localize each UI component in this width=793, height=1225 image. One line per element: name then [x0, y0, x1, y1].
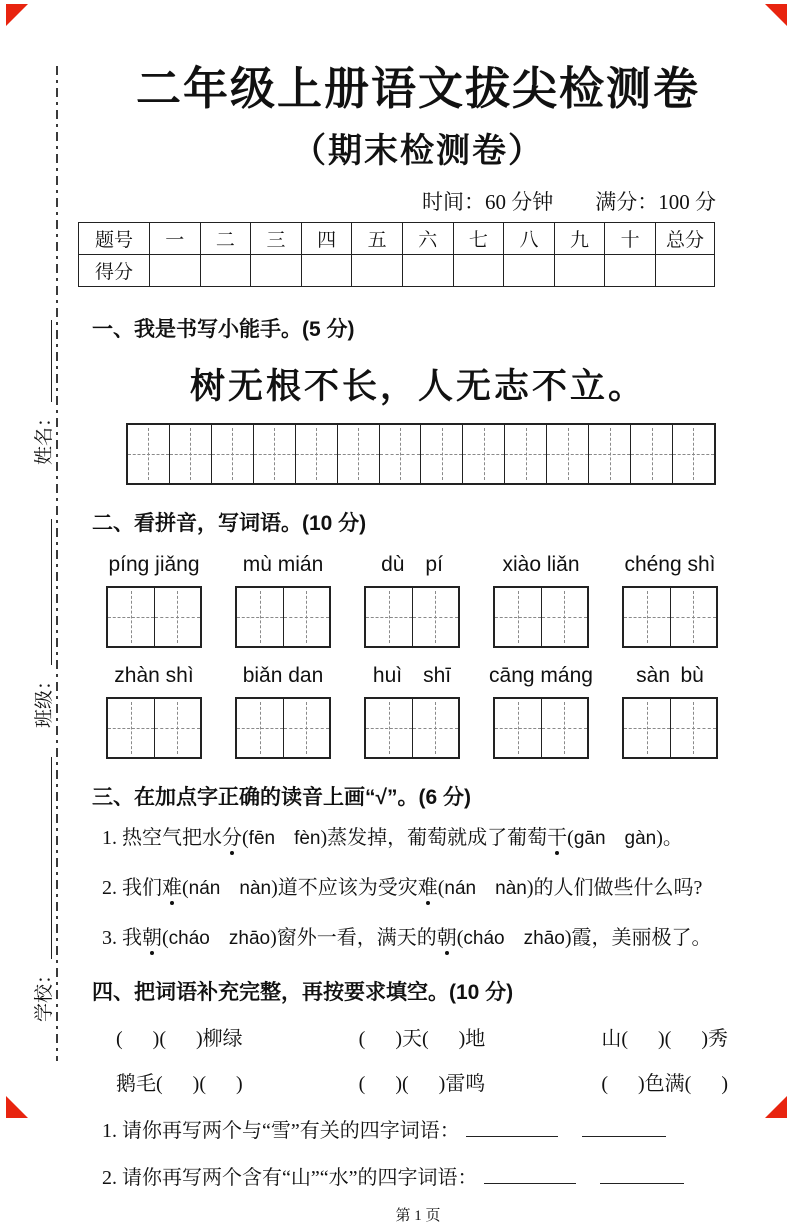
- fill-line-2: [92, 1161, 744, 1190]
- question-item: 3. 我朝(cháo zhāo)窗外一看，满天的朝(cháo zhāo)霞，美丽极了。: [102, 927, 712, 949]
- write-cell: [495, 588, 542, 646]
- score-empty-cell: [352, 255, 403, 287]
- class-blank-line: [32, 519, 52, 665]
- corner-mark-top-left: [6, 4, 28, 26]
- section3-heading: 三、在加点字正确的读音上画“√”。(6 分): [92, 786, 472, 809]
- pinyin-label: dù pí: [381, 553, 443, 576]
- pinyin-word-group: [106, 664, 202, 759]
- emphasized-char: 难: [162, 877, 182, 899]
- pinyin-label: biǎn dan: [242, 664, 324, 687]
- score-table-col-header: 一: [150, 223, 201, 255]
- corner-mark-bottom-left: [6, 1096, 28, 1118]
- pinyin-row-1: [92, 553, 718, 648]
- pinyin-label: sàn bù: [636, 664, 704, 687]
- pinyin-word-group: [364, 553, 460, 648]
- pinyin-label: píng jiǎng: [108, 553, 200, 576]
- pinyin-word-group: [493, 553, 589, 648]
- word-write-grid: [622, 586, 718, 648]
- score-header-row: [79, 223, 715, 255]
- pinyin-word-group: [235, 664, 331, 759]
- score-table-col-header: 四: [301, 223, 352, 255]
- phrase-row-2: [92, 1067, 728, 1096]
- write-cell: [366, 588, 413, 646]
- score-empty-cell: [301, 255, 352, 287]
- word-write-grid: [622, 697, 718, 759]
- write-cell: [284, 588, 330, 646]
- phrase-row-1: [92, 1022, 728, 1051]
- answer-blank: [466, 1116, 558, 1137]
- score-empty-cell: [402, 255, 453, 287]
- fill-prompt-1: 1. 请你再写两个与“雪”有关的四字词语：: [102, 1120, 460, 1142]
- write-cell: [505, 425, 547, 483]
- write-cell: [366, 699, 413, 757]
- student-school-field: [27, 750, 57, 1022]
- write-cell: [673, 425, 714, 483]
- word-write-grid: [493, 697, 589, 759]
- word-write-grid: [364, 697, 460, 759]
- write-cell: [671, 699, 717, 757]
- write-cell: [495, 699, 542, 757]
- pinyin-word-group: [106, 553, 202, 648]
- score-table-col-header: 三: [251, 223, 302, 255]
- word-write-grid: [364, 586, 460, 648]
- phrase-blank-item: ( )色满( ): [601, 1073, 728, 1095]
- score-table-col-header: 十: [605, 223, 656, 255]
- write-cell: [254, 425, 296, 483]
- write-cell: [212, 425, 254, 483]
- copy-sentence: 树无根不长，人无志不立。: [189, 367, 646, 406]
- pinyin-options: nán nàn: [188, 878, 272, 899]
- word-write-grid: [493, 586, 589, 648]
- write-cell: [547, 425, 589, 483]
- score-table-col-header: 八: [504, 223, 555, 255]
- paper-subtitle: （期末检测卷）: [292, 133, 544, 170]
- pinyin-label: huì shī: [372, 664, 452, 687]
- write-cell: [296, 425, 338, 483]
- write-cell: [128, 425, 170, 483]
- write-cell: [380, 425, 422, 483]
- write-cell: [413, 588, 459, 646]
- class-label: 班级：: [33, 670, 55, 728]
- score-empty-cell: [504, 255, 555, 287]
- pinyin-options: cháo zhāo: [168, 928, 271, 949]
- pinyin-label: xiào liǎn: [502, 553, 580, 576]
- score-empty-cell: [656, 255, 715, 287]
- pinyin-word-group: [364, 664, 460, 759]
- write-cell: [338, 425, 380, 483]
- score-table-corner-label: 题号: [79, 223, 150, 255]
- write-cell: [463, 425, 505, 483]
- pinyin-word-group: [235, 553, 331, 648]
- write-cell: [542, 699, 588, 757]
- pinyin-options: cháo zhāo: [463, 928, 565, 949]
- write-cell: [624, 699, 671, 757]
- emphasized-char: 分: [222, 827, 242, 849]
- write-cell: [170, 425, 212, 483]
- word-write-grid: [106, 586, 202, 648]
- phrase-blank-item: ( )( )雷鸣: [358, 1073, 486, 1095]
- score-table-col-header: 七: [453, 223, 504, 255]
- word-write-grid: [235, 697, 331, 759]
- score-empty-cell: [554, 255, 605, 287]
- phrase-blank-item: ( )天( )地: [358, 1028, 486, 1050]
- student-name-field: [27, 315, 57, 465]
- section2-heading: 二、看拼音，写词语。(10 分): [92, 512, 367, 535]
- section1-heading: 一、我是书写小能手。(5 分): [92, 318, 355, 341]
- write-cell: [624, 588, 671, 646]
- phrase-blank-item: ( )( )柳绿: [116, 1028, 243, 1050]
- paper-content: [92, 0, 744, 1225]
- pinyin-options: nán nàn: [444, 878, 527, 899]
- pinyin-row-2: [92, 664, 718, 759]
- section3-items: [92, 823, 744, 954]
- pinyin-options: gān gàn: [573, 828, 657, 849]
- name-blank-line: [32, 320, 52, 402]
- write-cell: [413, 699, 459, 757]
- score-table: [78, 222, 715, 287]
- write-cell: [589, 425, 631, 483]
- section4-heading: 四、把词语补充完整，再按要求填空。(10 分): [92, 981, 514, 1004]
- word-write-grid: [106, 697, 202, 759]
- question-item: 1. 热空气把水分(fēn fèn)蒸发掉，葡萄就成了葡萄干(gān gàn)。: [102, 827, 683, 849]
- write-cell: [421, 425, 463, 483]
- score-empty-cell: [200, 255, 251, 287]
- student-class-field: [27, 513, 57, 728]
- school-label: 学校：: [33, 964, 55, 1022]
- write-cell: [108, 588, 155, 646]
- emphasized-char: 朝: [142, 927, 162, 949]
- write-cell: [284, 699, 330, 757]
- emphasized-char: 难: [417, 877, 438, 899]
- score-empty-cell: [453, 255, 504, 287]
- pinyin-label: chéng shì: [624, 553, 716, 576]
- write-cell: [108, 699, 155, 757]
- write-cell: [631, 425, 673, 483]
- fill-line-1: [92, 1114, 744, 1143]
- pinyin-label: cāng máng: [489, 664, 593, 687]
- score-table-col-header: 九: [554, 223, 605, 255]
- score-value-row: [79, 255, 715, 287]
- corner-mark-top-right: [765, 4, 787, 26]
- write-cell: [671, 588, 717, 646]
- paper-title: 二年级上册语文拔尖检测卷: [135, 64, 700, 114]
- time-score-info: 时间：60 分钟 满分：100 分: [422, 190, 716, 214]
- answer-blank: [600, 1163, 684, 1184]
- pinyin-word-group: [622, 553, 718, 648]
- corner-mark-bottom-right: [765, 1096, 787, 1118]
- answer-blank: [582, 1116, 666, 1137]
- school-blank-line: [32, 757, 52, 959]
- write-cell: [237, 699, 284, 757]
- score-table-col-header: 六: [402, 223, 453, 255]
- pinyin-label: zhàn shì: [114, 664, 194, 687]
- pinyin-options: fēn fèn: [248, 828, 321, 849]
- write-cell: [155, 588, 201, 646]
- section1-writing-grid: [126, 423, 716, 485]
- write-cell: [542, 588, 588, 646]
- score-table-body: [79, 223, 715, 287]
- page-number: 第 1 页: [395, 1208, 441, 1224]
- score-empty-cell: [605, 255, 656, 287]
- score-table-col-header: 五: [352, 223, 403, 255]
- emphasized-char: 干: [547, 827, 568, 849]
- fill-prompt-2: 2. 请你再写两个含有“山”“水”的四字词语：: [102, 1167, 478, 1189]
- score-empty-cell: [251, 255, 302, 287]
- question-item: 2. 我们难(nán nàn)道不应该为受灾难(nán nàn)的人们做些什么吗?: [102, 877, 703, 899]
- score-table-col-header: 二: [200, 223, 251, 255]
- score-empty-cell: [150, 255, 201, 287]
- write-cell: [155, 699, 201, 757]
- word-write-grid: [235, 586, 331, 648]
- name-label: 姓名：: [33, 407, 55, 465]
- phrase-blank-item: 鹅毛( )( ): [116, 1073, 243, 1095]
- score-table-col-header: 总分: [656, 223, 715, 255]
- pinyin-word-group: [622, 664, 718, 759]
- emphasized-char: 朝: [436, 927, 457, 949]
- score-row-label: 得分: [79, 255, 150, 287]
- pinyin-word-group: [489, 664, 593, 759]
- phrase-blank-item: 山( )( )秀: [601, 1028, 728, 1050]
- answer-blank: [484, 1163, 576, 1184]
- write-cell: [237, 588, 284, 646]
- pinyin-label: mù mián: [242, 553, 324, 576]
